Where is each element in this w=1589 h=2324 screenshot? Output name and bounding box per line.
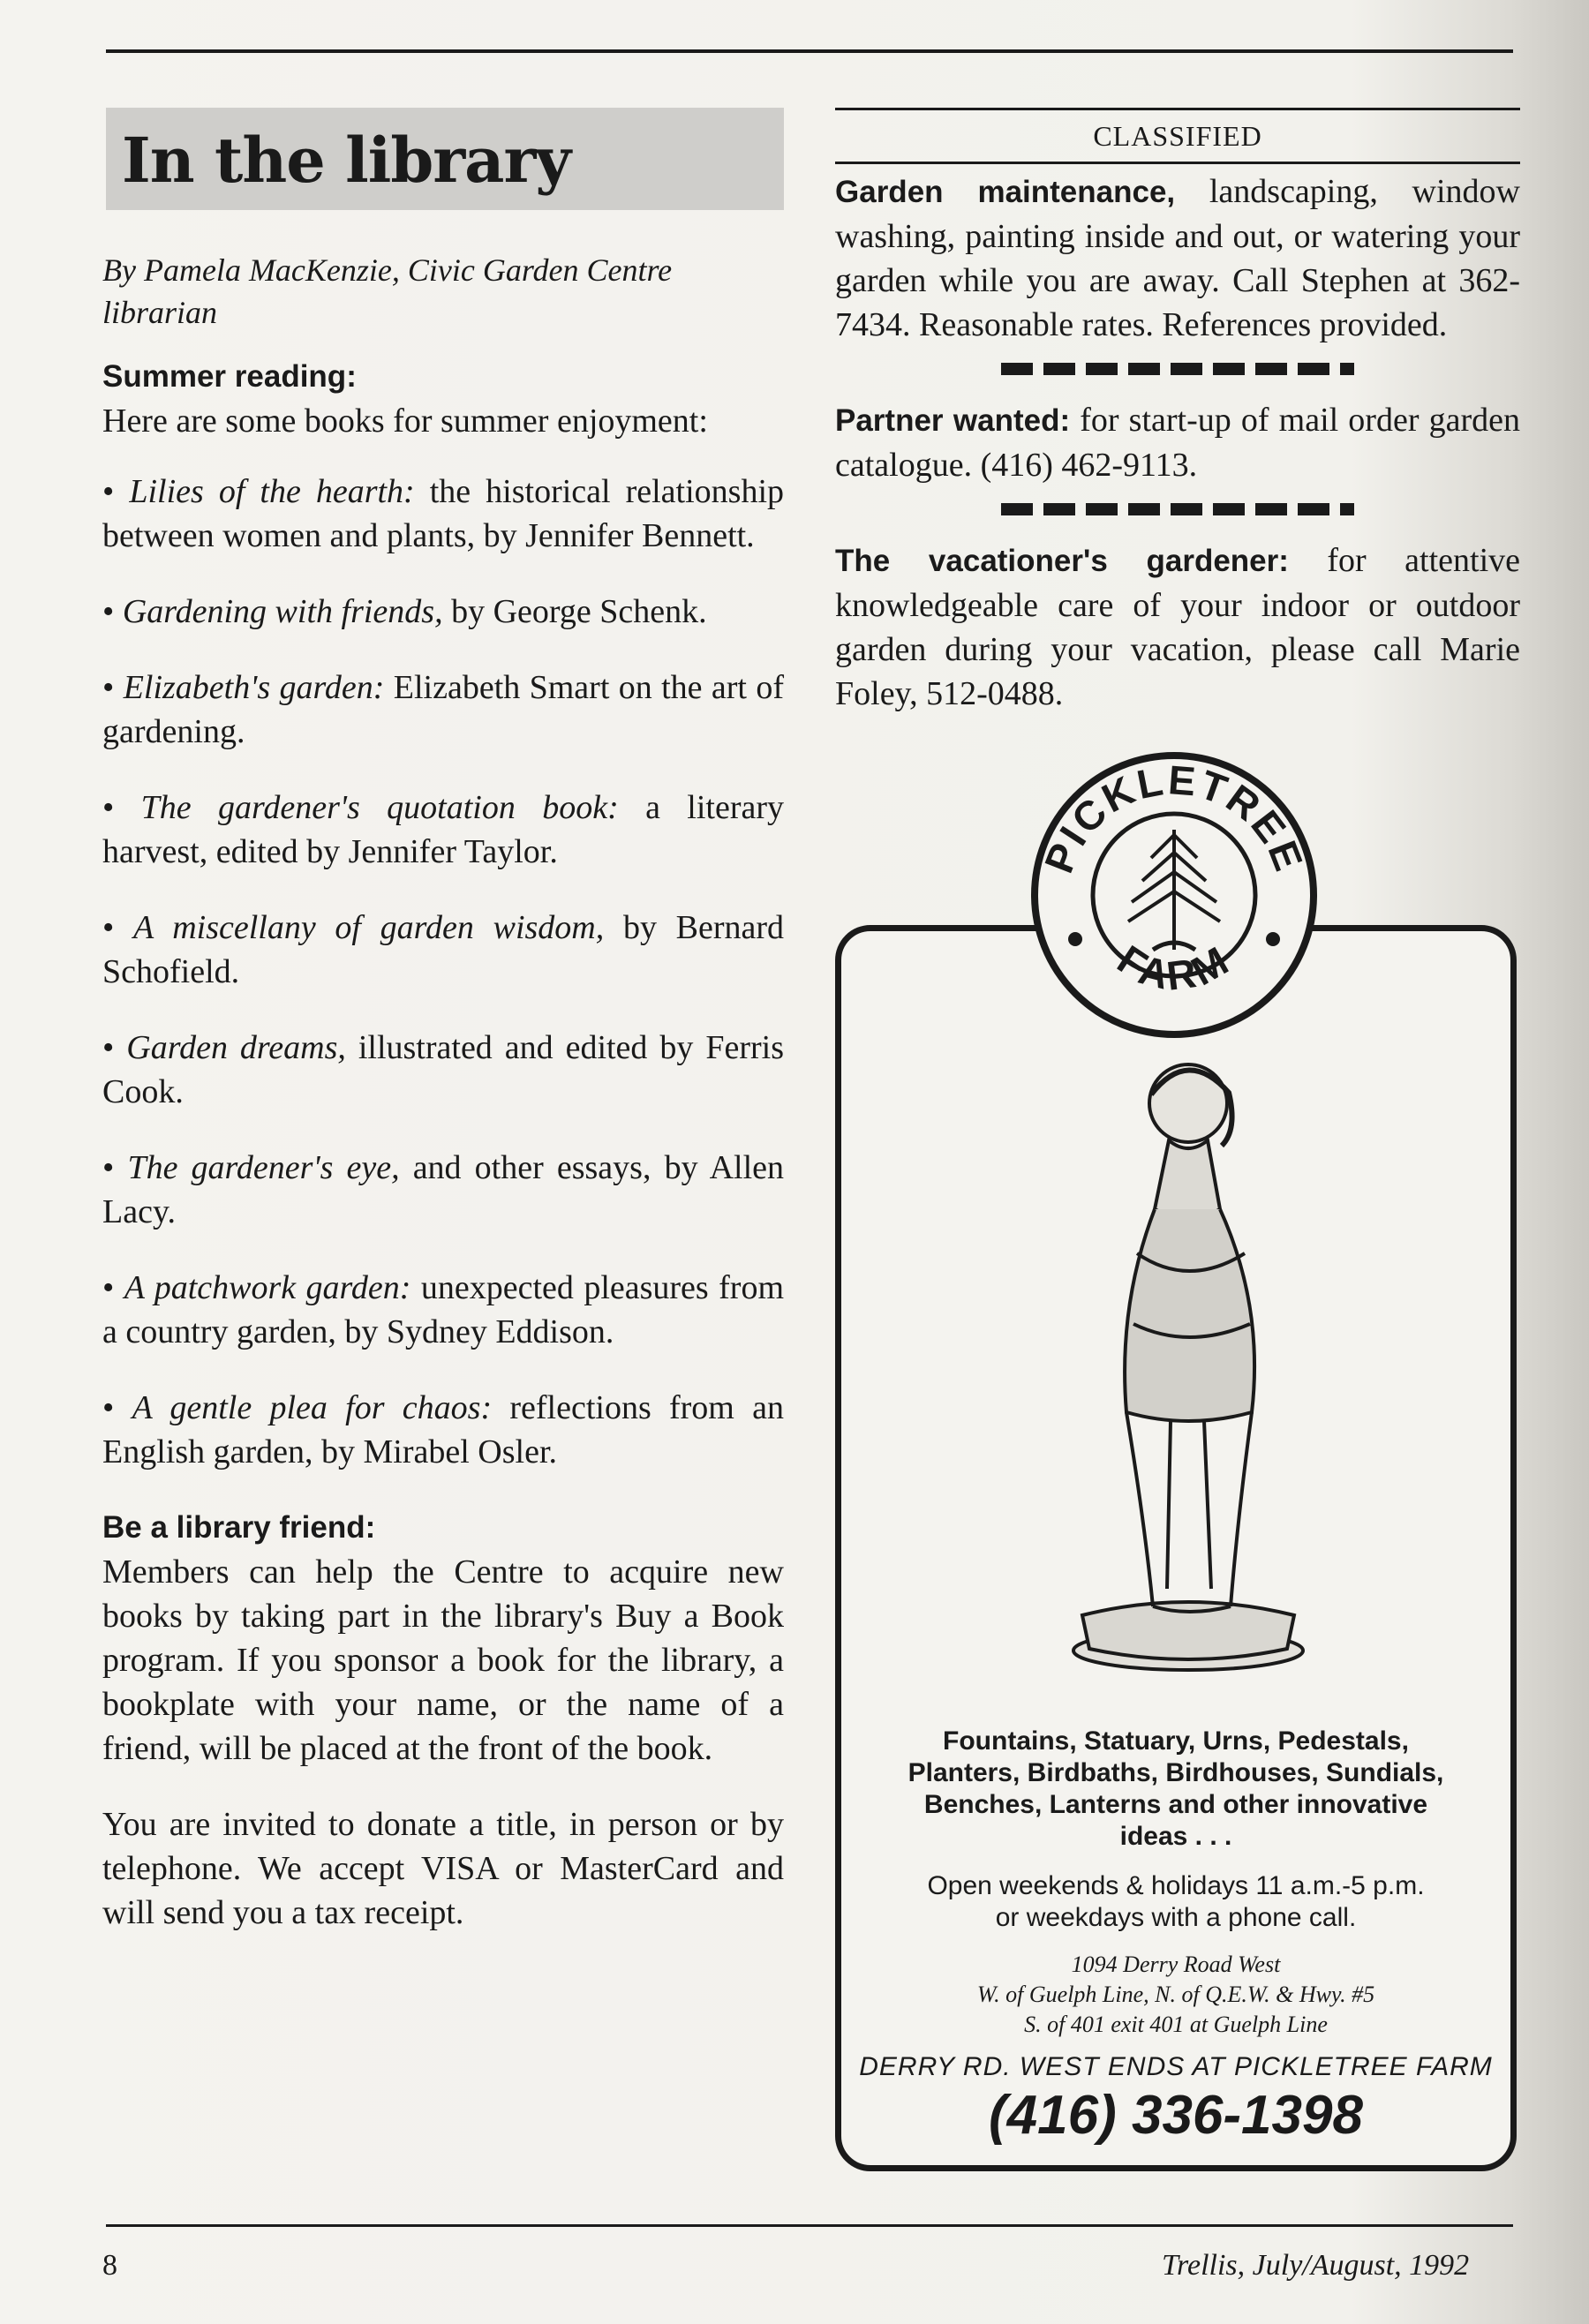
- book-description: illustrated and edited by Ferris Cook.: [102, 1029, 784, 1110]
- classified-ad: [835, 538, 1520, 716]
- bullet: •: [102, 1269, 115, 1306]
- book-title: The gardener's eye,: [127, 1149, 400, 1186]
- ad-address-line: S. of 401 exit 401 at Guelph Line: [1024, 2012, 1328, 2037]
- ad-hours-line: Open weekends & holidays 11 a.m.-5 p.m.: [927, 1871, 1425, 1900]
- book-item: [102, 470, 784, 558]
- book-title: A miscellany of garden wisdom,: [133, 909, 605, 946]
- ad-lead: Garden maintenance,: [835, 175, 1176, 209]
- book-item: [102, 786, 784, 874]
- book-description: reflections from an English garden, by Mirabel Osler.: [102, 1389, 784, 1470]
- ad-hours: [841, 1870, 1510, 1934]
- book-title: Gardening with friends,: [122, 593, 443, 630]
- book-item: [102, 1146, 784, 1234]
- bullet: •: [102, 473, 115, 510]
- classified-ad: [835, 169, 1520, 347]
- ad-address-line: 1094 Derry Road West: [1071, 1952, 1281, 1977]
- book-description: a literary harvest, edited by Jennifer Taylor.: [102, 789, 784, 870]
- ad-products: Fountains, Statuary, Urns, Pedestals, Planters, Birdbaths, Birdhouses, Sundials, Benches, Lanterns and other innovative ideas . . .: [907, 1726, 1444, 1851]
- bullet: •: [102, 909, 115, 946]
- book-title: The gardener's quotation book:: [140, 789, 619, 826]
- book-description: and other essays, by Allen Lacy.: [102, 1149, 785, 1230]
- book-item: [102, 906, 784, 994]
- donate-text: You are invited to donate a title, in person or by telephone. We accept VISA or MasterCard and will send you a tax receipt.: [102, 1806, 784, 1931]
- bullet: •: [102, 1029, 115, 1066]
- ad-hours-line: or weekdays with a phone call.: [995, 1903, 1357, 1932]
- bullet: •: [102, 1149, 115, 1186]
- book-description: by George Schenk.: [442, 593, 707, 630]
- logo-text-bottom: FARM: [1109, 936, 1239, 999]
- book-item: [102, 1386, 784, 1474]
- ad-phone: (416) 336-1398: [989, 2085, 1363, 2146]
- library-friend-heading: Be a library friend:: [102, 1510, 376, 1545]
- classified-column: [835, 108, 1520, 716]
- ad-body: for attentive knowledgeable care of your indoor or outdoor garden during your vacation, please call Marie Foley, 512-0488.: [835, 542, 1520, 712]
- bullet: •: [102, 593, 115, 630]
- ad-lead: The vacationer's gardener:: [835, 544, 1289, 578]
- ad-lead: Partner wanted:: [835, 403, 1071, 438]
- ad-address-line: W. of Guelph Line, N. of Q.E.W. & Hwy. #5: [976, 1982, 1375, 2007]
- classified-heading: CLASSIFIED: [835, 108, 1520, 164]
- bullet: •: [102, 789, 115, 826]
- pickletree-farm-logo: [1029, 750, 1319, 1040]
- summer-reading-intro: Here are some books for summer enjoyment:: [102, 402, 708, 440]
- page-number: 8: [102, 2249, 117, 2282]
- ad-directions: DERRY RD. WEST ENDS AT PICKLETREE FARM: [859, 2052, 1493, 2081]
- bullet: •: [102, 1389, 115, 1426]
- book-description: Elizabeth Smart on the art of gardening.: [102, 669, 784, 750]
- book-item: [102, 666, 784, 754]
- book-item: [102, 590, 784, 634]
- page-title: In the library: [122, 124, 571, 197]
- book-title: Lilies of the hearth:: [129, 473, 415, 510]
- ad-body: landscaping, window washing, painting inside and out, or watering your garden while you are away. Call Stephen at 362-7434. Reasonable rates. References provided.: [835, 173, 1520, 343]
- library-friend-text: Members can help the Centre to acquire new books by taking part in the library's Buy a Book program. If you sponsor a book for the library, a bookplate with your name, or the name of a friend, will be placed at the front of the book.: [102, 1553, 784, 1767]
- statue-illustration: [1056, 1042, 1321, 1677]
- ad-address: [841, 1950, 1510, 2040]
- classified-ad: [835, 398, 1520, 487]
- library-column: [102, 249, 784, 1967]
- logo-text-top: PICKLETREE: [1035, 756, 1314, 879]
- summer-reading-heading: Summer reading:: [102, 359, 357, 394]
- bullet: •: [102, 669, 115, 706]
- dashed-divider: [1001, 503, 1354, 515]
- publication-credit: Trellis, July/August, 1992: [1162, 2249, 1470, 2282]
- book-item: [102, 1026, 784, 1114]
- ad-info: [841, 1726, 1510, 2147]
- byline: By Pamela MacKenzie, Civic Garden Centre librarian: [102, 252, 673, 330]
- book-description: unexpected pleasures from a country garden, by Sydney Eddison.: [102, 1269, 785, 1350]
- book-description: the historical relationship between women and plants, by Jennifer Bennett.: [102, 473, 785, 554]
- dashed-divider: [1001, 363, 1354, 375]
- book-title: Elizabeth's garden:: [123, 669, 385, 706]
- top-rule: [106, 49, 1513, 53]
- book-description: by Bernard Schofield.: [102, 909, 785, 990]
- ad-body: for start-up of mail order garden catalogue. (416) 462-9113.: [835, 402, 1520, 484]
- book-title: Garden dreams,: [126, 1029, 346, 1066]
- book-item: [102, 1266, 784, 1354]
- bottom-rule: [106, 2224, 1513, 2227]
- book-title: A gentle plea for chaos:: [132, 1389, 493, 1426]
- book-title: A patchwork garden:: [124, 1269, 411, 1306]
